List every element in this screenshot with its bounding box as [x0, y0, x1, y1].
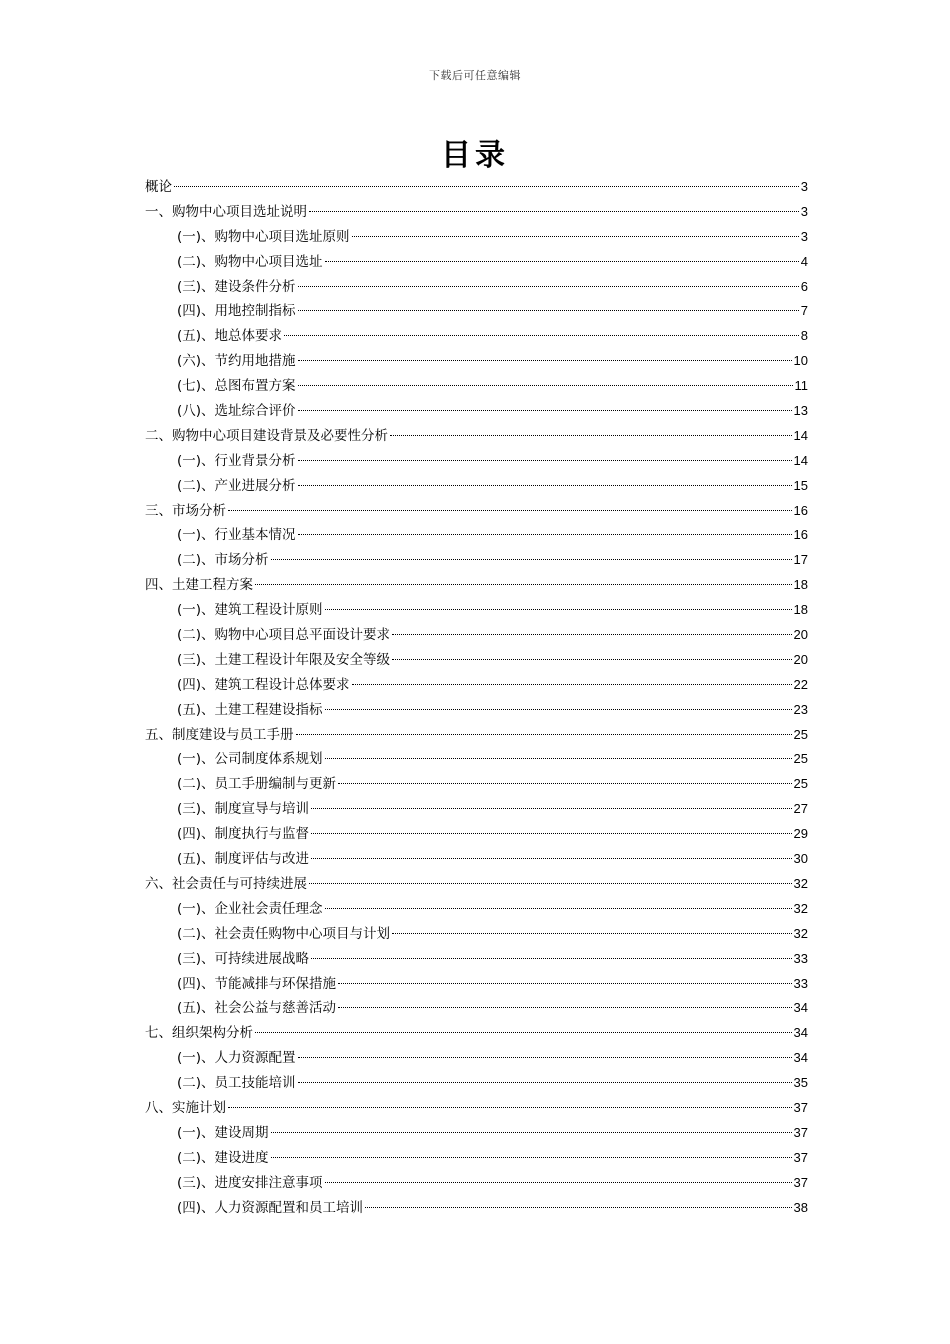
- toc-entry-label: 一、购物中心项目选址说明: [145, 203, 307, 220]
- toc-entry-label: (五)、土建工程建设指标: [177, 701, 323, 718]
- toc-entry-page-number: 22: [793, 676, 808, 692]
- toc-entry[interactable]: [145, 623, 808, 648]
- toc-dot-leader: [311, 808, 791, 809]
- toc-entry-label: 五、制度建设与员工手册: [145, 726, 294, 743]
- toc-entry[interactable]: [145, 598, 808, 623]
- toc-entry-label: (八)、选址综合评价: [177, 403, 296, 420]
- toc-entry-page-number: 30: [793, 851, 808, 867]
- toc-entry-page-number: 34: [793, 1050, 808, 1066]
- toc-entry[interactable]: [145, 374, 808, 399]
- toc-entry-label: (四)、人力资源配置和员工培训: [177, 1199, 364, 1216]
- toc-entry-page-number: 25: [793, 751, 808, 767]
- toc-entry-label: (六)、节约用地措施: [177, 353, 296, 370]
- toc-dot-leader: [392, 659, 791, 660]
- toc-entry[interactable]: [145, 1096, 808, 1121]
- toc-entry-label: (二)、社会责任购物中心项目与计划: [177, 925, 391, 942]
- toc-entry-label: (二)、员工技能培训: [177, 1075, 296, 1092]
- toc-dot-leader: [255, 1032, 792, 1033]
- toc-entry[interactable]: [145, 1021, 808, 1046]
- toc-entry-page-number: 32: [793, 925, 808, 941]
- toc-entry[interactable]: [145, 275, 808, 300]
- toc-entry-page-number: 20: [793, 651, 808, 667]
- header-note: 下载后可任意编辑: [429, 69, 521, 82]
- toc-entry-page-number: 3: [800, 228, 808, 244]
- toc-entry-page-number: 34: [793, 1000, 808, 1016]
- toc-entry[interactable]: [145, 250, 808, 275]
- toc-entry-page-number: 25: [793, 726, 808, 742]
- toc-entry-label: (三)、可持续进展战略: [177, 950, 310, 967]
- toc-entry-label: 七、组织架构分析: [145, 1025, 253, 1042]
- toc-dot-leader: [325, 758, 792, 759]
- toc-dot-leader: [325, 261, 799, 262]
- toc-entry-label: (一)、建设周期: [177, 1124, 269, 1141]
- toc-entry-page-number: 16: [793, 527, 808, 543]
- toc-dot-leader: [311, 833, 791, 834]
- toc-entry[interactable]: [145, 449, 808, 474]
- toc-entry-page-number: 37: [793, 1099, 808, 1115]
- toc-entry-page-number: 38: [793, 1199, 808, 1215]
- toc-dot-leader: [392, 634, 791, 635]
- toc-entry-page-number: 37: [793, 1124, 808, 1140]
- toc-entry-page-number: 8: [800, 328, 808, 344]
- toc-dot-leader: [311, 858, 791, 859]
- toc-dot-leader: [298, 310, 799, 311]
- toc-entry[interactable]: [145, 324, 808, 349]
- toc-entry[interactable]: [145, 947, 808, 972]
- toc-entry-label: (四)、节能减排与环保措施: [177, 975, 337, 992]
- toc-entry-page-number: 20: [793, 627, 808, 643]
- toc-dot-leader: [271, 1132, 792, 1133]
- toc-entry-label: 四、土建工程方案: [145, 577, 253, 594]
- toc-dot-leader: [365, 1207, 791, 1208]
- toc-entry-label: (一)、行业基本情况: [177, 527, 296, 544]
- toc-dot-leader: [298, 485, 792, 486]
- toc-dot-leader: [271, 559, 792, 560]
- toc-entry[interactable]: [145, 747, 808, 772]
- toc-entry-page-number: 37: [793, 1149, 808, 1165]
- toc-entry[interactable]: [145, 922, 808, 947]
- toc-dot-leader: [174, 186, 799, 187]
- toc-dot-leader: [325, 709, 792, 710]
- toc-entry-page-number: 25: [793, 776, 808, 792]
- toc-dot-leader: [338, 1007, 791, 1008]
- toc-entry-page-number: 18: [793, 577, 808, 593]
- toc-entry[interactable]: [145, 1046, 808, 1071]
- toc-entry[interactable]: [145, 897, 808, 922]
- toc-entry-label: (二)、购物中心项目选址: [177, 253, 323, 270]
- toc-dot-leader: [298, 1082, 792, 1083]
- toc-entry-label: (三)、土建工程设计年限及安全等级: [177, 651, 391, 668]
- toc-dot-leader: [311, 958, 791, 959]
- toc-entry-page-number: 23: [793, 701, 808, 717]
- toc-entry-label: (一)、公司制度体系规划: [177, 751, 323, 768]
- toc-entry-label: (三)、建设条件分析: [177, 278, 296, 295]
- toc-entry-page-number: 4: [800, 253, 808, 269]
- toc-entry[interactable]: [145, 698, 808, 723]
- toc-entry[interactable]: [145, 772, 808, 797]
- toc-entry[interactable]: [145, 175, 808, 200]
- toc-entry[interactable]: [145, 822, 808, 847]
- toc-entry-page-number: 29: [793, 826, 808, 842]
- toc-entry-label: 三、市场分析: [145, 502, 226, 519]
- toc-entry-label: 二、购物中心项目建设背景及必要性分析: [145, 427, 388, 444]
- toc-dot-leader: [325, 908, 792, 909]
- toc-entry-label: (一)、行业背景分析: [177, 452, 296, 469]
- toc-entry[interactable]: [145, 847, 808, 872]
- toc-entry-label: 概论: [145, 179, 172, 195]
- toc-entry-page-number: 17: [793, 552, 808, 568]
- toc-dot-leader: [352, 684, 792, 685]
- toc-dot-leader: [352, 236, 799, 237]
- toc-entry-page-number: 32: [793, 900, 808, 916]
- toc-entry-label: (三)、制度宣导与培训: [177, 801, 310, 818]
- toc-entry[interactable]: [145, 872, 808, 897]
- toc-entry-page-number: 33: [793, 975, 808, 991]
- toc-entry-page-number: 14: [793, 427, 808, 443]
- toc-entry-label: (一)、建筑工程设计原则: [177, 602, 323, 619]
- toc-entry-label: (三)、进度安排注意事项: [177, 1174, 323, 1191]
- toc-entry-page-number: 32: [793, 875, 808, 891]
- toc-entry[interactable]: [145, 399, 808, 424]
- toc-entry-label: (二)、建设进度: [177, 1149, 269, 1166]
- toc-dot-leader: [298, 534, 792, 535]
- toc-entry-label: (二)、市场分析: [177, 552, 269, 569]
- toc-entry[interactable]: [145, 648, 808, 673]
- toc-entry-page-number: 35: [793, 1075, 808, 1091]
- toc-entry-page-number: 33: [793, 950, 808, 966]
- toc-entry[interactable]: [145, 1196, 808, 1221]
- toc-entry-label: 六、社会责任与可持续进展: [145, 875, 307, 892]
- toc-entry-label: (一)、购物中心项目选址原则: [177, 228, 350, 245]
- toc-dot-leader: [325, 609, 792, 610]
- toc-entry[interactable]: [145, 349, 808, 374]
- toc-entry[interactable]: [145, 1146, 808, 1171]
- toc-dot-leader: [392, 933, 791, 934]
- toc-entry[interactable]: [145, 548, 808, 573]
- toc-dot-leader: [228, 510, 792, 511]
- toc-entry-label: (五)、制度评估与改进: [177, 851, 310, 868]
- toc-dot-leader: [338, 783, 791, 784]
- toc-entry[interactable]: [145, 225, 808, 250]
- toc-entry-label: (一)、企业社会责任理念: [177, 900, 323, 917]
- toc-entry-page-number: 16: [793, 502, 808, 518]
- toc-entry-label: (二)、产业进展分析: [177, 477, 296, 494]
- toc-entry-page-number: 11: [794, 378, 808, 394]
- toc-entry-page-number: 3: [800, 203, 808, 219]
- toc-entry-page-number: 10: [793, 353, 808, 369]
- toc-dot-leader: [390, 435, 792, 436]
- toc-entry-label: (四)、制度执行与监督: [177, 826, 310, 843]
- toc-entry[interactable]: [145, 673, 808, 698]
- toc-entry[interactable]: [145, 723, 808, 748]
- toc-entry[interactable]: [145, 523, 808, 548]
- toc-entry-page-number: 14: [793, 452, 808, 468]
- toc-entry-page-number: 18: [793, 602, 808, 618]
- toc-entry-page-number: 3: [800, 179, 808, 194]
- toc-entry-label: (一)、人力资源配置: [177, 1050, 296, 1067]
- toc-entry-label: (七)、总图布置方案: [177, 378, 296, 395]
- toc-dot-leader: [325, 1182, 792, 1183]
- toc-entry[interactable]: [145, 1121, 808, 1146]
- toc-entry-label: (五)、社会公益与慈善活动: [177, 1000, 337, 1017]
- table-of-contents: [145, 175, 808, 1220]
- toc-dot-leader: [228, 1107, 792, 1108]
- toc-dot-leader: [338, 983, 791, 984]
- page-title: 目录: [441, 138, 509, 173]
- toc-dot-leader: [298, 1057, 792, 1058]
- toc-dot-leader: [298, 286, 799, 287]
- toc-entry[interactable]: [145, 299, 808, 324]
- toc-dot-leader: [298, 460, 792, 461]
- toc-dot-leader: [309, 211, 799, 212]
- toc-dot-leader: [298, 410, 792, 411]
- toc-entry-label: (四)、用地控制指标: [177, 303, 296, 320]
- toc-entry[interactable]: [145, 972, 808, 997]
- toc-entry-page-number: 6: [800, 278, 808, 294]
- toc-entry-label: (四)、建筑工程设计总体要求: [177, 676, 350, 693]
- toc-entry-page-number: 37: [793, 1174, 808, 1190]
- toc-entry[interactable]: [145, 200, 808, 225]
- toc-dot-leader: [255, 584, 792, 585]
- toc-entry-label: (二)、购物中心项目总平面设计要求: [177, 627, 391, 644]
- toc-entry[interactable]: [145, 474, 808, 499]
- toc-entry[interactable]: [145, 1071, 808, 1096]
- toc-dot-leader: [298, 385, 793, 386]
- toc-entry[interactable]: [145, 797, 808, 822]
- toc-entry-page-number: 7: [800, 303, 808, 319]
- toc-entry-page-number: 13: [793, 403, 808, 419]
- toc-dot-leader: [284, 335, 799, 336]
- toc-entry[interactable]: [145, 424, 808, 449]
- toc-dot-leader: [271, 1157, 792, 1158]
- toc-entry[interactable]: [145, 499, 808, 524]
- toc-entry-page-number: 34: [793, 1025, 808, 1041]
- toc-entry[interactable]: [145, 1171, 808, 1196]
- toc-entry[interactable]: [145, 573, 808, 598]
- toc-dot-leader: [309, 883, 792, 884]
- toc-entry-page-number: 27: [793, 801, 808, 817]
- toc-dot-leader: [298, 360, 792, 361]
- toc-entry[interactable]: [145, 996, 808, 1021]
- toc-entry-page-number: 15: [793, 477, 808, 493]
- toc-entry-label: 八、实施计划: [145, 1099, 226, 1116]
- toc-entry-label: (二)、员工手册编制与更新: [177, 776, 337, 793]
- toc-entry-label: (五)、地总体要求: [177, 328, 283, 345]
- toc-dot-leader: [296, 734, 792, 735]
